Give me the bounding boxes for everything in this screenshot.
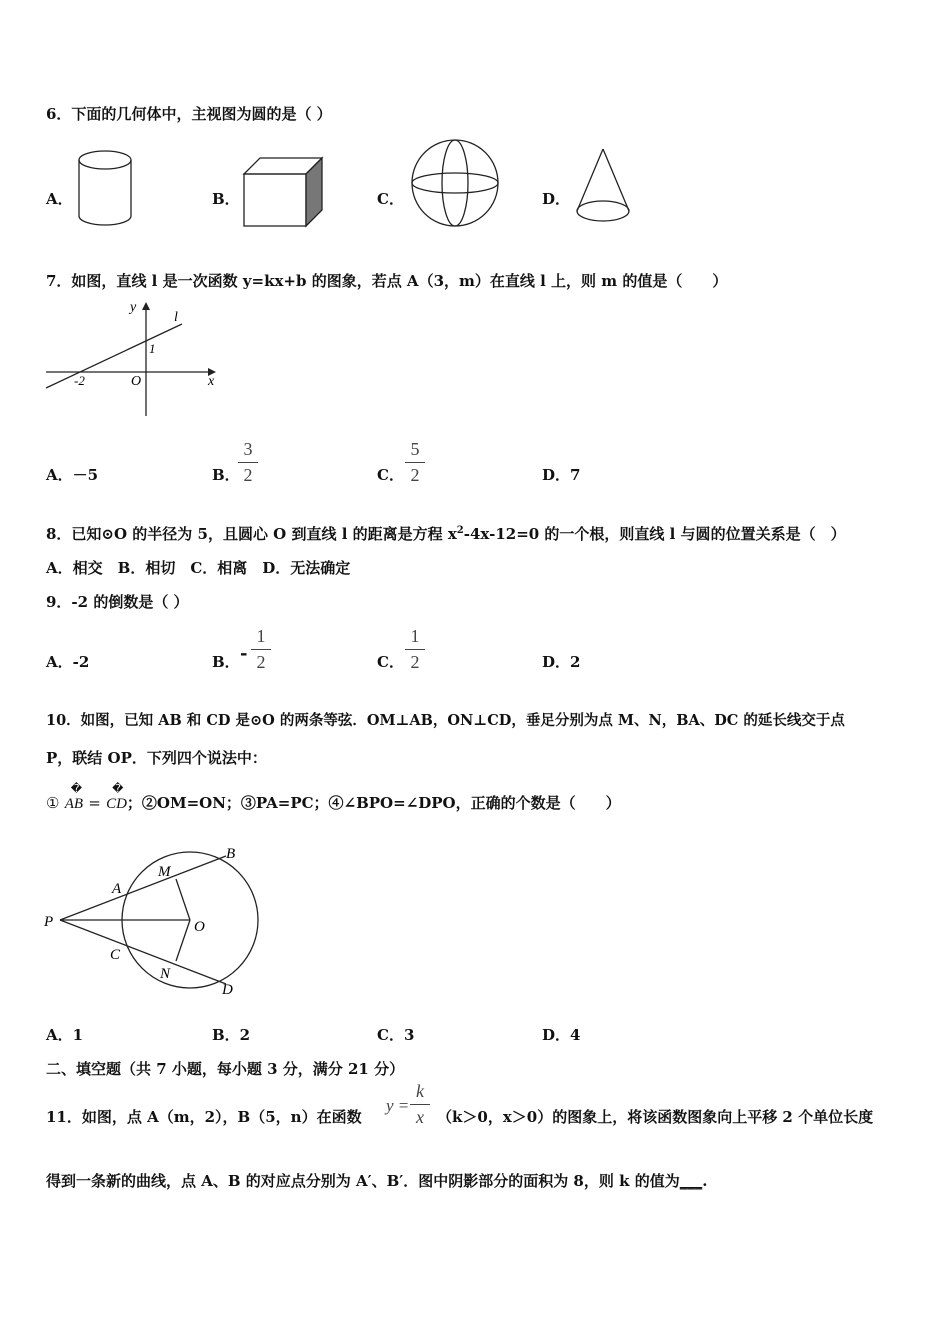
fraction-numerator: 5 (410, 439, 420, 459)
fraction-numerator: 1 (256, 626, 266, 646)
q9-stem: 9．-2 的倒数是（ ） (46, 593, 189, 611)
q6-option-b-label: B． (212, 190, 240, 208)
q9-option-b-label: B． (212, 653, 240, 671)
arc-equals: = (88, 794, 101, 812)
q10-statements (46, 783, 621, 813)
q9-option-d: D．2 (542, 653, 581, 671)
graph-x-label: x (208, 374, 215, 389)
q9-option-c-fraction (405, 626, 425, 673)
fraction-denominator: 2 (243, 465, 253, 485)
graph-origin-label: O (131, 374, 142, 389)
graph-line-label: l (174, 310, 178, 325)
fraction-bar (251, 649, 271, 650)
statement-1-number: ① (46, 794, 60, 812)
arc-ab (64, 783, 84, 812)
graph-y-label: y (130, 300, 137, 315)
label-m: M (158, 864, 171, 880)
q11-line2-text: 得到一条新的曲线，点 A、B 的对应点分别为 A′、B′．图中阴影部分的面积为 8，则 k 的值为 (46, 1172, 680, 1190)
q7-option-d: D．7 (542, 466, 581, 484)
q11-end: . (702, 1172, 708, 1190)
label-o: O (194, 919, 205, 935)
q8-stem (46, 523, 846, 544)
fraction-numerator: 1 (410, 626, 420, 646)
sphere-icon (409, 137, 501, 229)
q7-option-a: A．－5 (46, 466, 99, 484)
label-n: N (160, 966, 171, 982)
fraction-numerator: 3 (243, 439, 253, 459)
q7-option-c-fraction (405, 439, 425, 486)
fraction-bar (405, 649, 425, 650)
fraction-numerator: k (416, 1081, 424, 1101)
q10-line1: 10．如图，已知 AB 和 CD 是⊙O 的两条等弦．OM⊥AB，ON⊥CD，垂足分别为点 M、N，BA、DC 的延长线交于点 (46, 712, 845, 729)
q8-options: A．相交 B．相切 C．相离 D．无法确定 (46, 559, 351, 577)
q9-option-b-sign: - (240, 643, 248, 664)
q6-option-c-label: C． (377, 190, 404, 208)
q11-post: （k＞0，x＞0）的图象上，将该函数图象向上平移 2 个单位长度 (437, 1108, 874, 1126)
label-c: C (110, 947, 121, 963)
graph-x-intercept: -2 (74, 373, 85, 388)
section-2-title: 二、填空题（共 7 小题，每小题 3 分，满分 21 分） (46, 1060, 405, 1078)
arc-cd (106, 783, 127, 812)
q11-func-y: y = (386, 1096, 410, 1115)
q10-option-a: A．1 (46, 1026, 84, 1044)
q8-stem-pre: 8．已知⊙O 的半径为 5，且圆心 O 到直线 l 的距离是方程 x (46, 525, 457, 543)
fraction-bar (410, 1104, 430, 1105)
q7-option-b-label: B． (212, 466, 240, 484)
q10-option-b: B．2 (212, 1026, 251, 1044)
linear-function-graph (44, 296, 224, 422)
arc-marker: � (112, 783, 124, 795)
label-p: P (44, 914, 54, 930)
q7-stem: 7．如图，直线 l 是一次函数 y=kx+b 的图象，若点 A（3，m）在直线 l 上，则 m 的值是（ ） (46, 272, 728, 290)
label-b: B (226, 846, 236, 862)
q11-answer-blank: ___ (679, 1172, 703, 1190)
arc-cd-label: CD (106, 796, 127, 812)
cube-icon (240, 154, 326, 230)
q7-option-b-fraction (238, 439, 258, 486)
q6-stem: 6．下面的几何体中，主视图为圆的是（ ） (46, 105, 332, 123)
q11-pre: 11．如图，点 A（m，2），B（5，n）在函数 (46, 1108, 362, 1126)
q9-option-c-label: C． (377, 653, 404, 671)
q6-option-d-label: D． (542, 190, 571, 208)
fraction-denominator: x (416, 1107, 424, 1127)
cylinder-icon (75, 148, 135, 230)
fraction-bar (238, 462, 258, 463)
arc-ab-label: AB (64, 796, 84, 812)
q10-option-c: C．3 (377, 1026, 415, 1044)
q11-func-fraction (410, 1081, 430, 1128)
cone-icon (572, 145, 634, 231)
q10-option-d: D．4 (542, 1026, 581, 1044)
fraction-bar (405, 462, 425, 463)
q6-option-a-label: A． (46, 190, 73, 208)
arc-marker: � (70, 783, 82, 795)
graph-y-intercept: 1 (149, 341, 156, 356)
q8-stem-post: -4x-12=0 的一个根，则直线 l 与圆的位置关系是（ ） (463, 525, 846, 543)
q9-option-b-fraction (251, 626, 271, 673)
fraction-denominator: 2 (410, 652, 420, 672)
fraction-denominator: 2 (256, 652, 266, 672)
q9-option-a: A．-2 (46, 653, 90, 671)
q10-statements-rest: ；②OM=ON；③PA=PC；④∠BPO=∠DPO，正确的个数是（ ） (126, 794, 621, 812)
fraction-denominator: 2 (410, 465, 420, 485)
q7-option-c-label: C． (377, 466, 404, 484)
q11-line2 (46, 1170, 707, 1191)
q8-superscript: 2 (456, 525, 464, 536)
label-d: D (222, 982, 233, 998)
q10-line2: P，联结 OP．下列四个说法中： (46, 749, 267, 767)
label-a: A (112, 881, 122, 897)
circle-chords-figure (40, 842, 270, 1002)
